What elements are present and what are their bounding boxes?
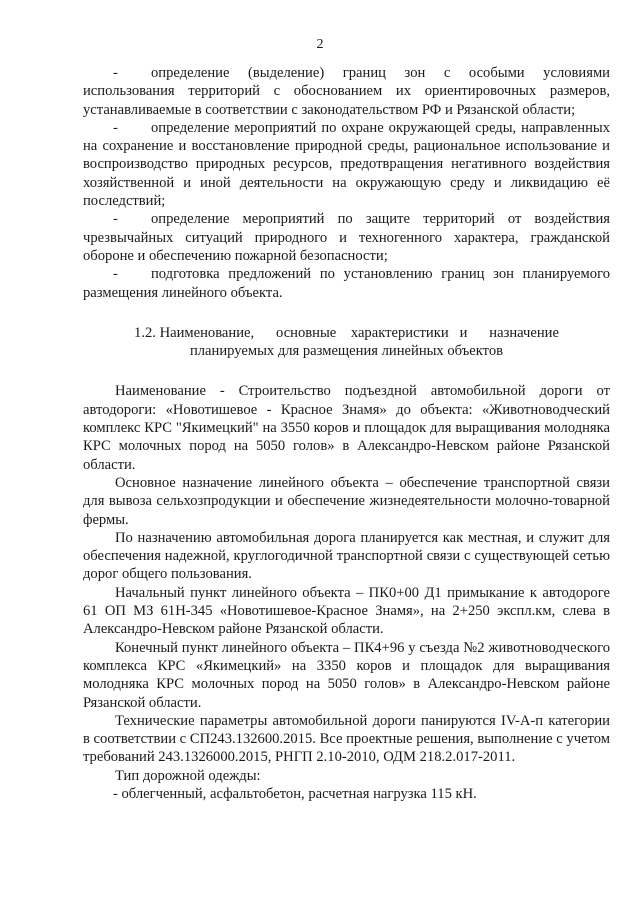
paragraph-purpose: Основное назначение линейного объекта – обеспечение транспортной связи для вывоза сельхозпродукции и обеспечение жизнедеятельности молочно-товарной фермы. — [83, 474, 610, 528]
paragraph-name: Наименование - Строительство подъездной автомобильной дороги от автодороги: «Новотишевое - Красное Знамя» до объекта: «Животноводческий комплекс КРС "Якимецкий" на 3550 коров и площадок для выращивания молодняка КРС молочных пород на 5050 голов» в Александро-Невском районе Рязанской области. — [83, 383, 610, 473]
paragraph-end-point: Конечный пункт линейного объекта – ПК4+96 у съезда №2 животноводческого комплекса КРС «Якимецкий» на 3350 коров и площадок для выращивания молодняка КРС молочных пород на 5050 голов» в Александро-Невском районе Рязанской области. — [83, 639, 610, 711]
paragraph-start-point: Начальный пункт линейного объекта – ПК0+00 Д1 примыкание к автодороге 61 ОП МЗ 61Н-345 «Новотишевое-Красное Знамя», на 2+250 экспл.км, слева в Александро-Невском районе Рязанской области. — [83, 584, 610, 638]
bullet-dash: - — [113, 266, 118, 283]
bullet-text: определение мероприятий по защите территорий от воздействия чрезвычайных ситуаций природного и техногенного характера, гражданской обороне и обеспечению пожарной безопасности; — [83, 211, 610, 264]
section-heading-line2: планируемых для размещения линейных объектов — [189, 343, 504, 360]
section-heading-line1: 1.2. Наименование, основные характеристики и назначение — [134, 324, 559, 341]
bullet-dash: - — [113, 119, 118, 136]
bullet-dash: - — [113, 211, 118, 228]
bullet-text: определение (выделение) границ зон с особыми условиями использования территорий с обоснованием их ориентировочных размеров, устанавливаемые в соответствии с законодательством РФ и Рязанской области; — [83, 65, 610, 118]
paragraph-tech-params: Технические параметры автомобильной дороги панируются IV-А-п категории в соответствии с СП243.132600.2015. Все проектные решения, выполнение с учетом требований 243.1326000.2015, РНГП 2.10-2010, ОДМ 218.2.017-2011. — [83, 712, 610, 766]
paragraph-pavement-title: Тип дорожной одежды: — [115, 767, 261, 784]
bullet-text: определение мероприятий по охране окружающей среды, направленных на сохранение и восстановление природной среды, рациональное использование и воспроизводство природных ресурсов, предотвращения негативного воздействия хозяйственной и иной деятельности на окружающую среду и ликвидацию её последствий; — [83, 119, 610, 210]
bullet-item — [83, 119, 610, 210]
bullet-text: подготовка предложений по установлению границ зон планируемого размещения линейного объекта. — [83, 266, 610, 301]
page-number: 2 — [316, 37, 324, 52]
paragraph-road-type: По назначению автомобильная дорога планируется как местная, и служит для обеспечения надежной, круглогодичной транспортной связи с существующей сетью дорог общего пользования. — [83, 529, 610, 583]
bullet-item — [83, 64, 610, 119]
bullet-item — [83, 265, 610, 302]
bullet-dash: - — [113, 65, 118, 81]
document-body — [83, 64, 610, 803]
bullet-item — [83, 210, 610, 265]
section-heading — [83, 324, 610, 361]
paragraph-pavement-type: - облегченный, асфальтобетон, расчетная нагрузка 115 кН. — [113, 785, 477, 802]
